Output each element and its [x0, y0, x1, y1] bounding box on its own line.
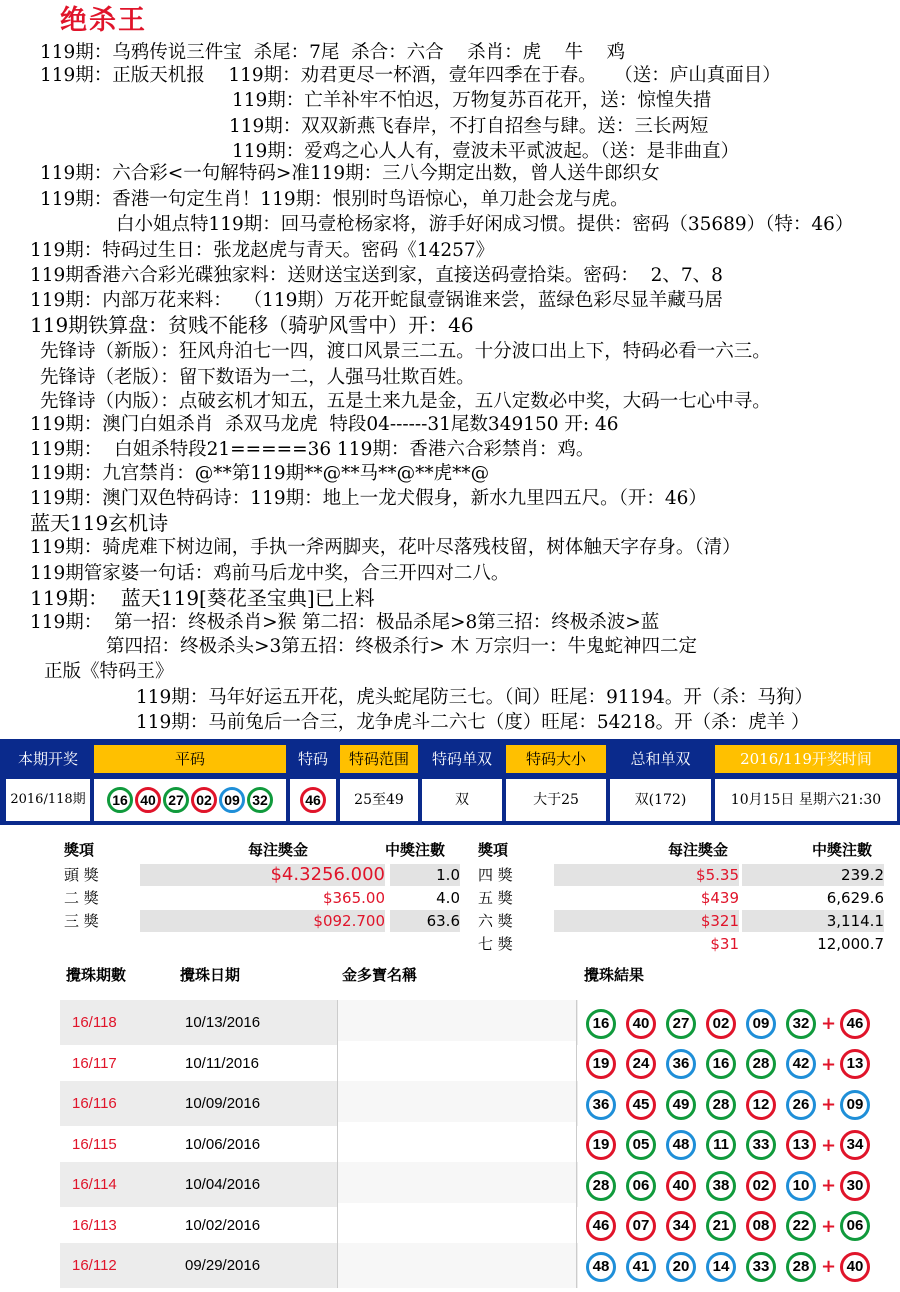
- lottery-ball: 45: [626, 1090, 656, 1120]
- prize-amount: $365.00: [322, 889, 385, 907]
- header-sum-odd-even: 总和单双: [610, 745, 711, 773]
- lottery-ball: 34: [666, 1211, 696, 1241]
- special-range: 25至49: [340, 779, 418, 821]
- text-line: 119期：九宫禁肖：@**第119期**@**马**@**虎**@: [30, 463, 490, 484]
- prize-count: 239.2: [742, 864, 884, 886]
- header-next-draw-time: 2016/119开奖时间: [715, 745, 897, 773]
- lottery-ball: 32: [786, 1009, 816, 1039]
- lottery-ball: 14: [706, 1252, 736, 1282]
- lottery-ball: 11: [706, 1130, 736, 1160]
- lottery-ball: 38: [706, 1171, 736, 1201]
- text-line: 119期：马年好运五开花，虎头蛇尾防三七。（间）旺尾：91194。开（杀：马狗）: [136, 687, 813, 708]
- lottery-ball: 28: [746, 1049, 776, 1079]
- text-line: 119期：六合彩<一句解特码>准119期：三八今期定出数，曾人送牛郎织女: [40, 163, 660, 184]
- prize-row: [478, 864, 888, 886]
- lottery-ball: 08: [746, 1211, 776, 1241]
- page-title: 绝杀王: [60, 5, 147, 36]
- history-row: [60, 1243, 885, 1288]
- lottery-ball: 40: [135, 787, 161, 813]
- history-result: [578, 1081, 888, 1126]
- history-header-date: 攪珠日期: [180, 966, 241, 984]
- text-line: 正版《特码王》: [44, 661, 174, 682]
- text-line: 119期：马前兔后一合三，龙争虎斗二六七（度）旺尾：54218。开（杀：虎羊 ）: [136, 712, 810, 733]
- history-date: 10/11/2016: [185, 1054, 259, 1072]
- lottery-ball: 02: [706, 1009, 736, 1039]
- lottery-ball: 24: [626, 1049, 656, 1079]
- history-name-cell: [337, 1162, 577, 1207]
- history-date: 09/29/2016: [185, 1257, 261, 1274]
- lottery-ball: 28: [586, 1171, 616, 1201]
- text-line: 119期：双双新燕飞春岸，不打自招叁与肆。送：三长两短: [229, 116, 709, 137]
- lottery-ball: 02: [191, 787, 217, 813]
- lottery-ball: 41: [626, 1252, 656, 1282]
- prize-header-count: 中獎注數: [385, 841, 446, 859]
- lottery-ball: 02: [746, 1171, 776, 1201]
- prize-row: [478, 910, 888, 932]
- lottery-ball: 46: [840, 1009, 870, 1039]
- history-name-cell: [337, 1122, 577, 1167]
- text-line: 119期：特码过生日：张龙赵虎与青天。密码《14257》: [30, 240, 495, 261]
- history-row: [60, 1081, 885, 1126]
- prize-name: 五 獎: [478, 889, 513, 907]
- prize-header-count-right: 中獎注數: [812, 841, 873, 859]
- prize-amount: $4.3256.000: [140, 864, 385, 886]
- lottery-ball: 13: [840, 1049, 870, 1079]
- lottery-ball: 12: [746, 1090, 776, 1120]
- history-result: [578, 1203, 888, 1248]
- lottery-ball: 26: [786, 1090, 816, 1120]
- lottery-ball: 46: [300, 787, 326, 813]
- history-date: 10/09/2016: [185, 1095, 261, 1112]
- prize-header-name: 獎項: [64, 841, 95, 859]
- lottery-ball: 36: [586, 1090, 616, 1120]
- lottery-ball: 16: [706, 1049, 736, 1079]
- prize-header-amount-right: 每注獎金: [668, 841, 729, 859]
- text-line: 119期：亡羊补牢不怕迟，万物复苏百花开，送：惊惶失措: [232, 90, 712, 111]
- text-line: 先锋诗（新版）：狂风舟泊七一四，渡口风景三二五。十分波口出上下，特码必看一六三。: [40, 341, 771, 362]
- prize-row: [64, 910, 460, 932]
- prize-count: 3,114.1: [742, 910, 884, 932]
- prize-name: 頭 獎: [64, 866, 99, 884]
- lottery-ball: 21: [706, 1211, 736, 1241]
- plus-icon: +: [821, 1215, 837, 1237]
- lottery-ball: 36: [666, 1049, 696, 1079]
- prize-count: 12,000.7: [817, 935, 884, 953]
- prize-name: 六 獎: [478, 912, 513, 930]
- history-result: [578, 1243, 888, 1288]
- text-line: 119期：澳门双色特码诗：119期：地上一龙犬假身，新水九里四五尺。（开：46）: [30, 488, 707, 509]
- lottery-ball: 05: [626, 1130, 656, 1160]
- lottery-ball: 27: [163, 787, 189, 813]
- plus-icon: +: [821, 1094, 837, 1115]
- lottery-ball: 40: [840, 1252, 870, 1282]
- prize-row: [64, 887, 460, 909]
- prize-count: 4.0: [436, 889, 460, 907]
- prize-header-amount: 每注獎金: [248, 841, 309, 859]
- history-header-result: 攪珠結果: [584, 966, 645, 984]
- history-period: 16/113: [72, 1216, 117, 1234]
- history-period: 16/117: [72, 1054, 117, 1072]
- header-special-range: 特码范围: [340, 745, 418, 773]
- special-number: [290, 779, 336, 821]
- text-line: 119期： 第一招：终极杀肖>猴 第二招：极品杀尾>8第三招：终极杀波>蓝: [30, 612, 660, 633]
- lottery-ball: 19: [586, 1049, 616, 1079]
- history-result: [578, 1041, 888, 1086]
- plus-icon: +: [821, 1013, 837, 1034]
- lottery-ball: 28: [706, 1090, 736, 1120]
- history-header-name: 金多寶名稱: [342, 966, 418, 984]
- plus-icon: +: [821, 1175, 837, 1196]
- next-draw-time: 10月15日 星期六21:30: [715, 779, 897, 821]
- history-result: [578, 1122, 888, 1167]
- history-header-period: 攪珠期數: [66, 966, 127, 984]
- history-period: 16/118: [72, 1014, 117, 1031]
- lottery-ball: 27: [666, 1009, 696, 1039]
- prize-row: [478, 887, 888, 909]
- prize-name: 二 獎: [64, 889, 99, 907]
- lottery-ball: 46: [586, 1211, 616, 1241]
- prize-count: 1.0: [390, 864, 460, 886]
- lottery-ball: 49: [666, 1090, 696, 1120]
- text-line: 119期香港六合彩光碟独家料：送财送宝送到家，直接送码壹拾柒。密码： 2、7、8: [30, 265, 723, 286]
- prize-row: [478, 933, 888, 955]
- prize-amount: $5.35: [554, 864, 739, 886]
- lottery-ball: 10: [786, 1171, 816, 1201]
- current-draw-table: [0, 739, 900, 825]
- header-special-odd-even: 特码单双: [422, 745, 502, 773]
- lottery-ball: 32: [247, 787, 273, 813]
- history-date: 10/02/2016: [185, 1216, 261, 1234]
- lottery-ball: 42: [786, 1049, 816, 1079]
- header-current-draw: 本期开奖: [6, 745, 90, 773]
- prize-header-name-right: 獎項: [478, 841, 509, 859]
- history-result: [578, 1000, 888, 1045]
- special-odd-even: 双: [422, 779, 502, 821]
- history-name-cell: [337, 1041, 577, 1086]
- history-date: 10/13/2016: [185, 1014, 261, 1031]
- history-name-cell: [337, 1081, 577, 1126]
- text-line: 119期：澳门白姐杀肖 杀双马龙虎 特段04------31尾数349150 开: 46: [30, 414, 619, 435]
- prize-amount: $092.700: [140, 910, 385, 932]
- history-row: [60, 1122, 885, 1167]
- prize-amount: $31: [710, 935, 739, 953]
- lottery-ball: 33: [746, 1130, 776, 1160]
- history-row: [60, 1041, 885, 1086]
- lottery-ball: 19: [586, 1130, 616, 1160]
- prize-row: [64, 864, 460, 886]
- prize-name: 七 獎: [478, 935, 513, 953]
- lottery-ball: 22: [786, 1211, 816, 1241]
- text-line: 119期：爱鸡之心人人有，壹波未平贰波起。（送：是非曲直）: [232, 141, 740, 162]
- sum-odd-even: 双(172): [610, 779, 711, 821]
- text-line: 白小姐点特119期：回马壹枪杨家将，游手好闲成习惯。提供：密码（35689）（特：46）: [116, 214, 854, 235]
- prize-name: 三 獎: [64, 912, 99, 930]
- history-row: [60, 1203, 885, 1248]
- header-regular-numbers: 平码: [94, 745, 286, 773]
- text-line: 119期： 蓝天119[葵花圣宝典]已上料: [30, 586, 375, 610]
- text-line: 119期：乌鸦传说三件宝 杀尾：7尾 杀合：六合 杀肖：虎 牛 鸡: [40, 42, 626, 63]
- text-line: 119期：内部万花来料： （119期）万花开蛇鼠壹锅谁来尝，蓝绿色彩尽显羊藏马居: [30, 290, 723, 311]
- history-period: 16/114: [72, 1176, 117, 1193]
- lottery-ball: 48: [666, 1130, 696, 1160]
- text-line: 119期：香港一句定生肖！119期：恨别时鸟语惊心，单刀赴会龙与虎。: [40, 189, 629, 210]
- lottery-ball: 16: [586, 1009, 616, 1039]
- history-row: [60, 1000, 885, 1045]
- lottery-ball: 09: [746, 1009, 776, 1039]
- text-line: 蓝天119玄机诗: [30, 511, 169, 535]
- lottery-ball: 30: [840, 1171, 870, 1201]
- lottery-ball: 09: [840, 1090, 870, 1120]
- text-line: 先锋诗（老版）：留下数语为一二，人强马壮欺百姓。: [40, 367, 475, 388]
- history-period: 16/116: [72, 1095, 117, 1112]
- history-date: 10/04/2016: [185, 1176, 261, 1193]
- text-line: 第四招：终极杀头>3第五招：终极杀行> 木 万宗归一：牛鬼蛇神四二定: [106, 636, 698, 657]
- lottery-ball: 33: [746, 1252, 776, 1282]
- plus-icon: +: [821, 1134, 837, 1156]
- header-special-size: 特码大小: [506, 745, 606, 773]
- plus-icon: +: [821, 1053, 837, 1075]
- history-name-cell: [337, 1243, 577, 1288]
- lottery-ball: 09: [219, 787, 245, 813]
- history-period: 16/115: [72, 1135, 117, 1153]
- regular-numbers: [94, 779, 286, 821]
- prize-count: 6,629.6: [826, 889, 884, 907]
- lottery-ball: 40: [666, 1171, 696, 1201]
- text-line: 119期管家婆一句话：鸡前马后龙中奖，合三开四对二八。: [30, 563, 510, 584]
- history-date: 10/06/2016: [185, 1135, 261, 1153]
- history-name-cell: [337, 1000, 577, 1045]
- header-special-number: 特码: [290, 745, 336, 773]
- text-line: 119期： 白姐杀特段21=====36 119期：香港六合彩禁肖：鸡。: [30, 439, 595, 460]
- lottery-ball: 20: [666, 1252, 696, 1282]
- text-line: 先锋诗（内版）：点破玄机才知五，五是土来九是金，五八定数必中奖，大码一七心中寻。: [40, 391, 771, 412]
- plus-icon: +: [821, 1256, 837, 1277]
- history-row: [60, 1162, 885, 1207]
- prize-amount: $321: [554, 910, 739, 932]
- text-line: 119期铁算盘：贫贱不能移（骑驴风雪中）开：46: [30, 313, 474, 337]
- lottery-ball: 13: [786, 1130, 816, 1160]
- text-line: 119期：正版天机报 119期：劝君更尽一杯酒，壹年四季在于春。 （送：庐山真面目）: [40, 65, 781, 86]
- prize-name: 四 獎: [478, 866, 513, 884]
- lottery-ball: 06: [626, 1171, 656, 1201]
- lottery-ball: 48: [586, 1252, 616, 1282]
- history-name-cell: [337, 1203, 577, 1248]
- lottery-ball: 06: [840, 1211, 870, 1241]
- prize-count: 63.6: [390, 910, 460, 932]
- history-period: 16/112: [72, 1257, 117, 1274]
- lottery-ball: 28: [786, 1252, 816, 1282]
- current-period: 2016/118期: [6, 779, 90, 821]
- special-size: 大于25: [506, 779, 606, 821]
- lottery-ball: 07: [626, 1211, 656, 1241]
- lottery-ball: 16: [107, 787, 133, 813]
- lottery-ball: 40: [626, 1009, 656, 1039]
- history-result: [578, 1162, 888, 1207]
- prize-amount: $439: [700, 889, 739, 907]
- text-line: 119期：骑虎难下树边闹，手执一斧两脚夹，花叶尽落残枝留，树体触天字存身。（清）: [30, 537, 741, 558]
- lottery-ball: 34: [840, 1130, 870, 1160]
